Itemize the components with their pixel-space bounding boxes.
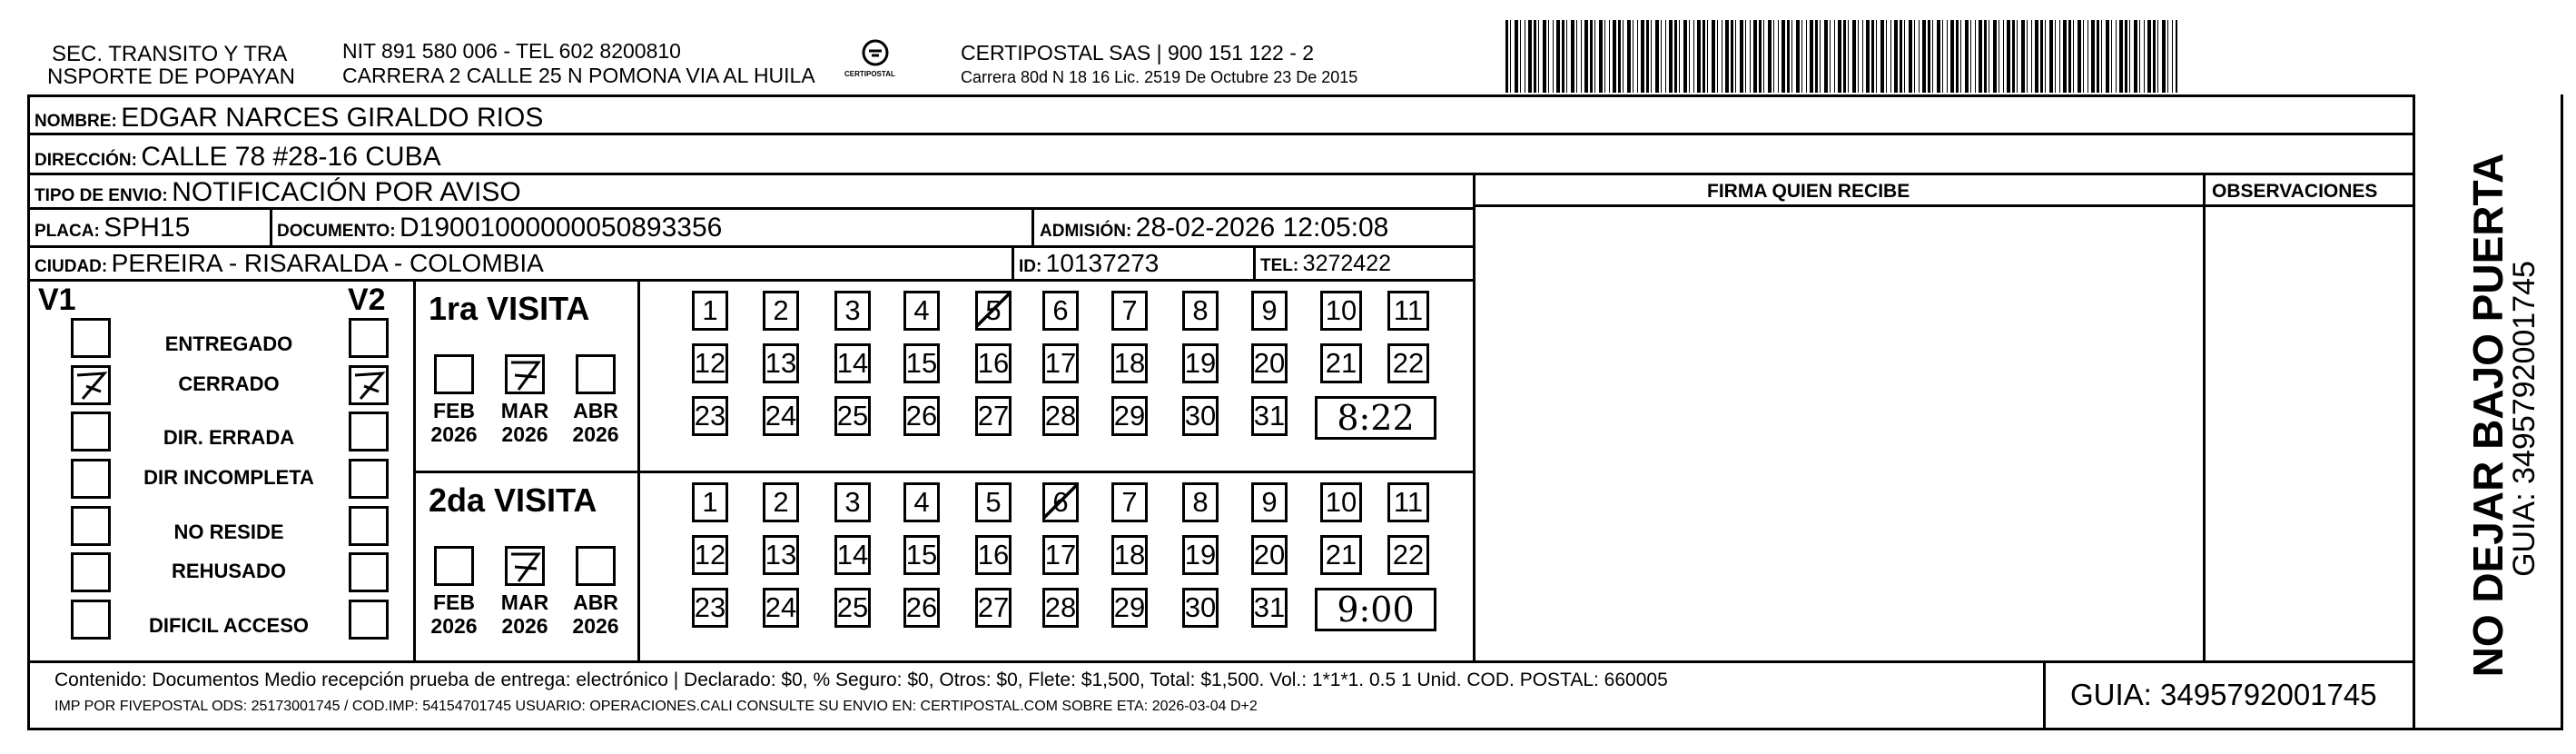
v2-label: V2 — [348, 283, 386, 317]
day-box[interactable]: 16 — [975, 343, 1012, 383]
day-box[interactable]: 14 — [834, 535, 871, 575]
visit-time[interactable]: 9:00 — [1315, 588, 1436, 631]
address-line: CARRERA 2 CALLE 25 N POMONA VIA AL HUILA — [342, 64, 815, 87]
visit-title: 2da VISITA — [429, 481, 597, 519]
footer-guia: GUIA: 3495792001745 — [2070, 678, 2377, 711]
month-label — [498, 399, 552, 447]
day-box[interactable]: 23 — [692, 588, 728, 628]
day-box[interactable]: 29 — [1111, 396, 1148, 436]
day-box[interactable]: 18 — [1111, 535, 1148, 575]
day-box[interactable]: 25 — [834, 588, 871, 628]
month-name: ABR — [573, 399, 618, 422]
day-box[interactable]: 12 — [692, 535, 728, 575]
day-box[interactable]: 8 — [1182, 291, 1219, 331]
admision-label: ADMISIÓN: — [1040, 222, 1132, 241]
nit-line: NIT 891 580 006 - TEL 602 8200810 — [342, 39, 681, 63]
check-mark-icon — [74, 368, 110, 404]
status-checkbox-v1[interactable] — [71, 600, 111, 640]
day-box[interactable]: 3 — [834, 291, 871, 331]
tipo-row — [35, 179, 521, 206]
day-box[interactable]: 6 — [1042, 482, 1079, 522]
month-name: MAR — [500, 399, 549, 422]
month-name: FEB — [433, 590, 475, 614]
day-box[interactable]: 20 — [1251, 535, 1288, 575]
status-label: ENTREGADO — [164, 332, 293, 355]
barcode-icon — [1505, 20, 2177, 93]
month-name: ABR — [573, 590, 618, 614]
day-box[interactable]: 15 — [903, 535, 940, 575]
day-box[interactable]: 26 — [903, 396, 940, 436]
day-box[interactable]: 23 — [692, 396, 728, 436]
status-checkbox-v1[interactable] — [71, 459, 111, 499]
ciudad-value: PEREIRA - RISARALDA - COLOMBIA — [111, 249, 544, 277]
status-label: CERRADO — [178, 372, 280, 395]
day-box[interactable]: 19 — [1182, 535, 1219, 575]
check-mark-icon — [508, 549, 544, 585]
day-box[interactable]: 30 — [1182, 588, 1219, 628]
status-checkbox-v2[interactable] — [349, 365, 389, 405]
certipostal-logo-icon — [861, 38, 890, 72]
month-label — [498, 590, 552, 639]
day-box[interactable]: 8 — [1182, 482, 1219, 522]
day-box[interactable]: 28 — [1042, 396, 1079, 436]
day-box[interactable]: 26 — [903, 588, 940, 628]
month-checkbox[interactable] — [434, 354, 474, 394]
day-box[interactable]: 29 — [1111, 588, 1148, 628]
day-box[interactable]: 11 — [1387, 291, 1429, 331]
day-box[interactable]: 4 — [903, 291, 940, 331]
placa-row — [35, 214, 190, 242]
day-box[interactable]: 6 — [1042, 291, 1079, 331]
documento-value: D19001000000050893356 — [400, 213, 723, 243]
day-box[interactable]: 17 — [1042, 535, 1079, 575]
month-year: 2026 — [501, 614, 548, 639]
nombre-row — [35, 104, 543, 132]
day-box[interactable]: 22 — [1387, 535, 1429, 575]
day-box[interactable]: 13 — [763, 535, 799, 575]
status-checkbox-v2[interactable] — [349, 506, 389, 546]
check-mark-icon — [351, 368, 388, 404]
documento-label: DOCUMENTO: — [277, 222, 396, 241]
day-box[interactable]: 15 — [903, 343, 940, 383]
day-box[interactable]: 2 — [763, 291, 799, 331]
day-box[interactable]: 25 — [834, 396, 871, 436]
footer-imp: IMP POR FIVEPOSTAL ODS: 25173001745 / COD.IMP: 54154701745 USUARIO: OPERACIONES.CALI CONSULTE SU ENVIO EN: CERTIPOSTAL.COM SOBRE ETA: 2026-03-04 D+2 — [54, 699, 1258, 714]
status-checkbox-v1[interactable] — [71, 506, 111, 546]
side-guia: GUIA: 3495792001745 — [2507, 261, 2541, 577]
admision-row — [1040, 214, 1388, 242]
month-label — [568, 399, 623, 447]
logo-text: CERTIPOSTAL — [844, 70, 895, 78]
day-box[interactable]: 2 — [763, 482, 799, 522]
month-year: 2026 — [430, 422, 478, 447]
day-box[interactable]: 16 — [975, 535, 1012, 575]
day-box[interactable]: 12 — [692, 343, 728, 383]
firma-header: FIRMA QUIEN RECIBE — [1707, 181, 1910, 202]
day-box[interactable]: 5 — [975, 482, 1012, 522]
id-value: 10137273 — [1045, 249, 1160, 277]
month-year: 2026 — [572, 422, 619, 447]
day-box[interactable]: 27 — [975, 396, 1012, 436]
day-box[interactable]: 19 — [1182, 343, 1219, 383]
admision-value: 28-02-2026 12:05:08 — [1135, 213, 1389, 243]
status-checkbox-v2[interactable] — [349, 412, 389, 451]
day-box[interactable]: 11 — [1387, 482, 1429, 522]
month-year: 2026 — [501, 422, 548, 447]
tel-value: 3272422 — [1302, 251, 1391, 276]
tel-label: TEL: — [1260, 256, 1299, 275]
status-checkbox-v1[interactable] — [71, 412, 111, 451]
day-box[interactable]: 17 — [1042, 343, 1079, 383]
observaciones-header: OBSERVACIONES — [2212, 181, 2378, 202]
month-checkbox[interactable] — [434, 546, 474, 586]
company-sub: Carrera 80d N 18 16 Lic. 2519 De Octubre 23 De 2015 — [961, 68, 1358, 86]
day-box[interactable]: 4 — [903, 482, 940, 522]
status-checkbox-v1[interactable] — [71, 318, 111, 358]
month-name: MAR — [500, 590, 549, 614]
documento-row — [277, 214, 722, 242]
id-row — [1019, 251, 1159, 276]
day-box[interactable]: 22 — [1387, 343, 1429, 383]
direccion-value: CALLE 78 #28-16 CUBA — [141, 142, 441, 172]
day-box[interactable]: 21 — [1320, 343, 1362, 383]
status-checkbox-v2[interactable] — [349, 318, 389, 358]
tipo-value: NOTIFICACIÓN POR AVISO — [172, 177, 521, 207]
day-box[interactable]: 18 — [1111, 343, 1148, 383]
id-label: ID: — [1019, 257, 1042, 276]
footer-contenido: Contenido: Documentos Medio recepción prueba de entrega: electrónico | Declarado: $0, % Seguro: $0, Otros: $0, Flete: $1,500, Total: $1,500. Vol.: 1*1*1. 0.5 1 Unid. COD. POSTAL: 660005 — [54, 670, 1668, 690]
month-year: 2026 — [430, 614, 478, 639]
sender-line-1: SEC. TRANSITO Y TRA — [52, 42, 288, 66]
status-checkbox-v1[interactable] — [71, 552, 111, 592]
day-box[interactable]: 24 — [763, 588, 799, 628]
status-checkbox-v2[interactable] — [349, 459, 389, 499]
status-checkbox-v2[interactable] — [349, 552, 389, 592]
month-checkbox[interactable] — [576, 354, 616, 394]
check-mark-icon — [508, 357, 544, 393]
month-label — [568, 590, 623, 639]
day-box[interactable]: 28 — [1042, 588, 1079, 628]
company-line: CERTIPOSTAL SAS | 900 151 122 - 2 — [961, 41, 1315, 64]
nombre-label: NOMBRE: — [35, 112, 117, 131]
month-label — [427, 590, 481, 639]
day-box[interactable]: 9 — [1251, 482, 1288, 522]
day-box[interactable]: 31 — [1251, 588, 1288, 628]
day-box[interactable]: 31 — [1251, 396, 1288, 436]
day-box[interactable]: 10 — [1320, 482, 1362, 522]
day-box[interactable]: 1 — [692, 482, 728, 522]
placa-label: PLACA: — [35, 222, 100, 241]
ciudad-label: CIUDAD: — [35, 257, 108, 276]
day-box[interactable]: 1 — [692, 291, 728, 331]
status-label: NO RESIDE — [173, 521, 284, 543]
day-box[interactable]: 5 — [975, 291, 1012, 331]
status-label: DIFICIL ACCESO — [148, 614, 309, 637]
month-name: FEB — [433, 399, 475, 422]
day-box[interactable]: 14 — [834, 343, 871, 383]
nombre-value: EDGAR NARCES GIRALDO RIOS — [121, 103, 544, 133]
status-checkbox-v2[interactable] — [349, 600, 389, 640]
month-checkbox[interactable] — [576, 546, 616, 586]
month-checkbox[interactable] — [505, 354, 545, 394]
day-box[interactable]: 20 — [1251, 343, 1288, 383]
status-label: DIR. ERRADA — [163, 426, 295, 449]
day-box[interactable]: 10 — [1320, 291, 1362, 331]
placa-value: SPH15 — [104, 213, 191, 243]
side-warning: NO DEJAR BAJO PUERTA — [2464, 153, 2512, 678]
visit-title: 1ra VISITA — [429, 290, 590, 327]
sender-line-2: NSPORTE DE POPAYAN — [47, 64, 295, 89]
status-label: REHUSADO — [172, 560, 286, 582]
day-box[interactable]: 7 — [1111, 291, 1148, 331]
visit-time[interactable]: 8:22 — [1315, 396, 1436, 440]
ciudad-row — [35, 251, 544, 276]
day-box[interactable]: 21 — [1320, 535, 1362, 575]
status-checkbox-v1[interactable] — [71, 365, 111, 405]
month-label — [427, 399, 481, 447]
direccion-label: DIRECCIÓN: — [35, 151, 137, 170]
month-checkbox[interactable] — [505, 546, 545, 586]
day-box[interactable]: 9 — [1251, 291, 1288, 331]
day-box[interactable]: 30 — [1182, 396, 1219, 436]
side-panel — [2415, 94, 2561, 728]
status-label: DIR INCOMPLETA — [143, 466, 314, 489]
tipo-label: TIPO DE ENVIO: — [35, 186, 168, 205]
v1-label: V1 — [38, 283, 76, 317]
tel-row — [1260, 253, 1391, 275]
day-box[interactable]: 13 — [763, 343, 799, 383]
day-box[interactable]: 27 — [975, 588, 1012, 628]
day-box[interactable]: 3 — [834, 482, 871, 522]
month-year: 2026 — [572, 614, 619, 639]
day-box[interactable]: 7 — [1111, 482, 1148, 522]
direccion-row — [35, 144, 441, 171]
day-box[interactable]: 24 — [763, 396, 799, 436]
